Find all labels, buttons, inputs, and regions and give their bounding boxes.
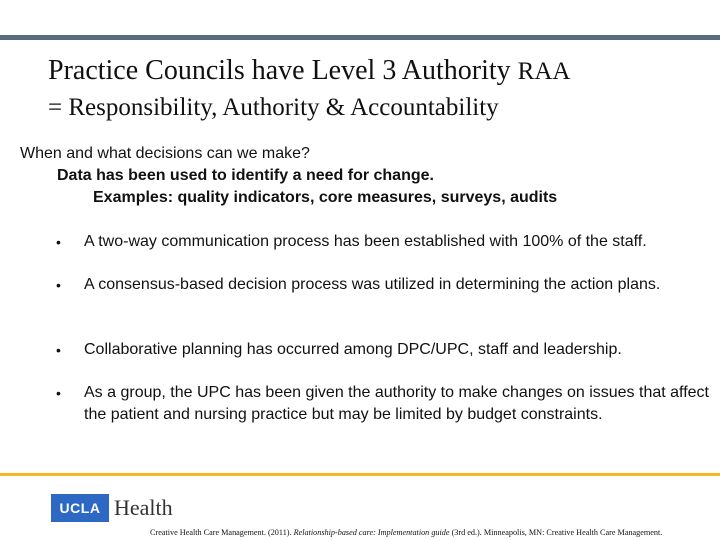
bullet-icon: •: [56, 277, 61, 293]
bullet-text: A two-way communication process has been established with 100% of the staff.: [84, 233, 647, 250]
bullet-item: [56, 231, 718, 253]
slide-title: [48, 55, 570, 87]
intro-data-line: Data has been used to identify a need for change.: [57, 167, 434, 184]
title-line1: Practice Councils have Level 3 Authority: [48, 55, 511, 86]
bullet-item: [56, 382, 718, 426]
logo-box: UCLA: [51, 494, 109, 522]
citation-title: Relationship-based care: Implementation guide: [293, 528, 450, 537]
bullet-item: [56, 339, 718, 361]
intro-question: When and what decisions can we make?: [20, 145, 310, 162]
bullet-icon: •: [56, 342, 61, 358]
ucla-health-logo: [51, 494, 173, 522]
bottom-divider: [0, 473, 720, 476]
bullet-icon: •: [56, 385, 61, 401]
bullet-icon: •: [56, 234, 61, 250]
title-raa: RAA: [517, 58, 571, 85]
citation: [150, 528, 662, 537]
intro-examples-line: Examples: quality indicators, core measures, surveys, audits: [93, 189, 558, 206]
bullet-text: Collaborative planning has occurred among DPC/UPC, staff and leadership.: [84, 341, 622, 358]
top-divider: [0, 35, 720, 40]
slide-subtitle: = Responsibility, Authority & Accountability: [48, 94, 499, 121]
bullet-text: A consensus-based decision process was utilized in determining the action plans.: [84, 276, 661, 293]
citation-before: Creative Health Care Management. (2011).: [150, 528, 294, 537]
bullet-item: [56, 274, 718, 296]
citation-after: (3rd ed.). Minneapolis, MN: Creative Health Care Management.: [449, 528, 663, 537]
bullet-text: As a group, the UPC has been given the authority to make changes on issues that affect the patient and nursing practice but may be limited by budget constraints.: [84, 384, 709, 423]
logo-word: Health: [114, 495, 173, 520]
